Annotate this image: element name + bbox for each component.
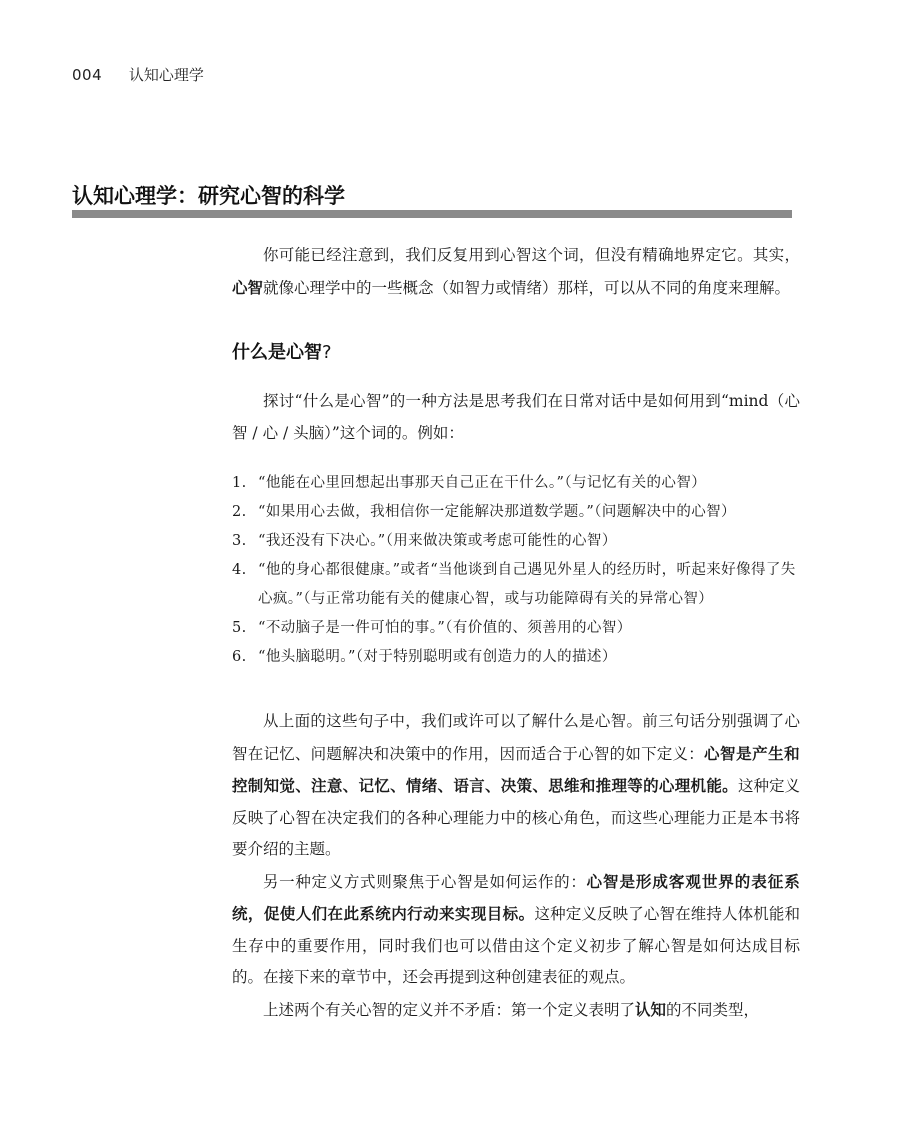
example-item (232, 498, 800, 527)
para2-text-1: 从上面的这些句子中，我们或许可以了解什么是心智。前三句话分别强调了心智在记忆、问题解决和决策中的作用，因而适合于心智的如下定义： (232, 712, 800, 763)
section-intro-paragraph: 探讨“什么是心智”的一种方法是思考我们在日常对话中是如何用到“mind（心智 / 心 / 头脑）”这个词的。例如： (232, 392, 800, 442)
paragraph-4 (232, 994, 800, 1027)
example-text: “他能在心里回想起出事那天自己正在干什么。”（与记忆有关的心智） (258, 475, 707, 491)
example-number: 4. (232, 562, 247, 578)
section-heading-mark: ? (322, 342, 332, 363)
examples-list (232, 469, 800, 672)
running-title: 认知心理学 (128, 66, 204, 84)
example-text: “他头脑聪明。”（对于特别聪明或有创造力的人的描述） (258, 649, 617, 665)
chapter-heading: 认知心理学：研究心智的科学 (72, 184, 345, 208)
intro-paragraph (232, 240, 800, 304)
para2-definition: 心智是产生和控制知觉、注意、记忆、情绪、语言、决策、思维和推理等的心理机能。 (232, 743, 800, 795)
example-text: “我还没有下决心。”（用来做决策或考虑可能性的心智） (258, 533, 617, 549)
para4-bold-term: 认知 (635, 999, 667, 1019)
para4-text-1: 上述两个有关心智的定义并不矛盾：第一个定义表明了 (263, 1000, 636, 1019)
para3-definition: 心智是形成客观世界的表征系统，促使人们在此系统内行动来实现目标。 (232, 871, 800, 923)
example-item (232, 614, 800, 643)
example-item (232, 643, 800, 672)
example-item (232, 469, 800, 498)
intro-text-2: 就像心理学中的一些概念（如智力或情绪）那样，可以从不同的角度来理解。 (263, 278, 791, 297)
example-item (232, 556, 800, 614)
para3-text-1: 另一种定义方式则聚焦于心智是如何运作的： (263, 872, 587, 891)
page-number: 004 (72, 66, 103, 84)
example-item (232, 527, 800, 556)
example-number: 3. (232, 533, 247, 549)
intro-bold-term: 心智 (232, 277, 264, 297)
example-number: 6. (232, 649, 247, 665)
para3-text-2: 这种定义反映了心智在维持人体机能和生存中的重要作用，同时我们也可以借由这个定义初步了解心智是如何达成目标的。在接下来的章节中，还会再提到这种创建表征的观点。 (232, 905, 800, 986)
running-head (72, 64, 204, 85)
example-text: “不动脑子是一件可怕的事。”（有价值的、须善用的心智） (258, 620, 632, 636)
para4-text-2: 的不同类型， (666, 1000, 760, 1019)
example-text: “他的身心都很健康。”或者“当他谈到自己遇见外星人的经历时，听起来好像得了失心疯。”（与正常功能有关的健康心智，或与功能障碍有关的异常心智） (258, 562, 796, 607)
para2-text-2: 这种定义反映了心智在决定我们的各种心理能力中的核心角色，而这些心理能力正是本书将要介绍的主题。 (232, 777, 800, 858)
section-heading-text: 什么是心智 (232, 342, 322, 363)
example-number: 5. (232, 620, 247, 636)
section-heading (232, 338, 800, 364)
example-text: “如果用心去做，我相信你一定能解决那道数学题。”（问题解决中的心智） (258, 504, 736, 520)
main-text (232, 240, 800, 1026)
heading-rule (72, 210, 792, 218)
intro-text-1: 你可能已经注意到，我们反复用到心智这个词，但没有精确地界定它。其实， (263, 246, 800, 264)
example-number: 1. (232, 475, 247, 491)
paragraph-3 (232, 866, 800, 994)
paragraph-2 (232, 706, 800, 866)
example-number: 2. (232, 504, 247, 520)
